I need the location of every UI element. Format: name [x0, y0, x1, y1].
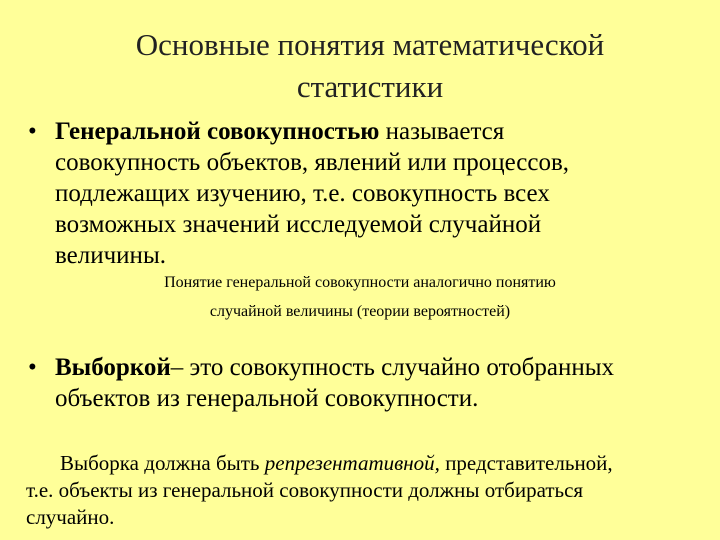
- bullet-marker: •: [28, 118, 37, 145]
- bullet-line: объектов из генеральной совокупности.: [55, 385, 479, 412]
- paragraph-line-3: случайно.: [26, 505, 115, 529]
- term-sample: Выборкой: [55, 354, 171, 381]
- slide-title: [60, 24, 680, 108]
- bullet-line-rest: – это совокупность случайно отобранных: [170, 354, 615, 381]
- paragraph-line-1: [26, 450, 706, 477]
- bullet-text: [55, 116, 708, 271]
- bullet-sample: [28, 352, 708, 414]
- term-representative: репрезентативной,: [264, 451, 440, 475]
- note-line-1: Понятие генеральной совокупности аналогично понятию: [164, 274, 556, 291]
- bullet-line-rest: называется: [379, 118, 505, 145]
- bullet-line: совокупность объектов, явлений или процессов,: [55, 149, 570, 176]
- paragraph-text: Выборка должна быть: [60, 451, 265, 475]
- bullet-line: подлежащих изучению, т.е. совокупность всех: [55, 180, 550, 207]
- representative-sample-paragraph: [26, 450, 706, 531]
- bullet-marker: •: [28, 354, 37, 381]
- note-line-2: случайной величины (теории вероятностей): [209, 303, 511, 320]
- term-general-population: Генеральной совокупностью: [55, 118, 380, 145]
- paragraph-line-2: т.е. объекты из генеральной совокупности должны отбираться: [26, 478, 584, 502]
- bullet-line: [55, 352, 708, 383]
- bullet-line: [55, 116, 708, 147]
- bullet-line: величины.: [55, 242, 166, 269]
- title-line-1: Основные понятия математической: [135, 27, 605, 62]
- title-line-2: статистики: [296, 69, 444, 104]
- bullet-line: возможных значений исследуемой случайной: [55, 211, 542, 238]
- bullet-text: [55, 352, 708, 414]
- paragraph-text: представительной,: [439, 451, 613, 475]
- note-random-variable: [80, 268, 640, 326]
- bullet-general-population: [28, 116, 708, 271]
